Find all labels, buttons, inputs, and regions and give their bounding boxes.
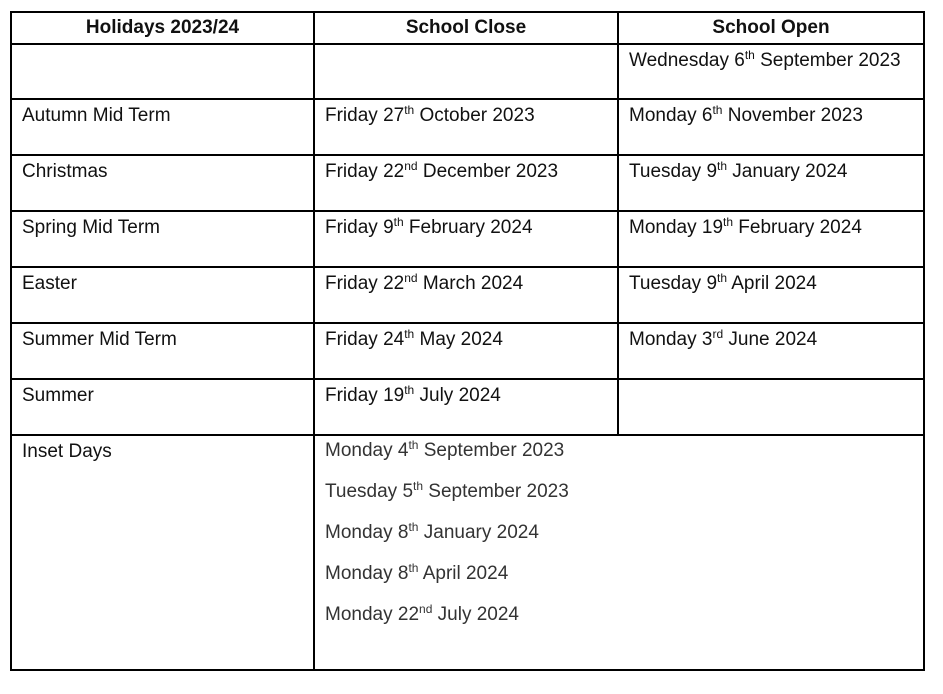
inset-day: Monday 22nd July 2024	[325, 602, 519, 625]
open-cell	[618, 44, 924, 99]
header-school-close: School Close	[314, 12, 618, 44]
table-row	[11, 379, 924, 435]
table-row	[11, 323, 924, 379]
holiday-cell	[11, 44, 314, 99]
close-date: Friday 9th February 2024	[325, 215, 533, 238]
open-cell	[618, 267, 924, 323]
holiday-name: Summer Mid Term	[22, 329, 177, 350]
close-cell	[314, 379, 618, 435]
holiday-cell	[11, 267, 314, 323]
inset-days-label: Inset Days	[22, 441, 112, 462]
open-cell	[618, 379, 924, 435]
holiday-cell	[11, 99, 314, 155]
open-cell	[618, 211, 924, 267]
open-date: Monday 6th November 2023	[629, 103, 863, 126]
header-row	[11, 12, 924, 44]
header-holidays: Holidays 2023/24	[11, 12, 314, 44]
inset-day: Tuesday 5th September 2023	[325, 479, 569, 502]
inset-dates-cell	[314, 435, 924, 670]
inset-days-list	[315, 436, 923, 643]
inset-label-cell	[11, 435, 314, 670]
table-row	[11, 211, 924, 267]
open-cell	[618, 99, 924, 155]
close-cell	[314, 323, 618, 379]
close-date: Friday 22nd December 2023	[325, 159, 559, 182]
inset-day: Monday 4th September 2023	[325, 438, 565, 461]
holiday-name: Easter	[22, 273, 77, 294]
holiday-cell	[11, 211, 314, 267]
holiday-name: Spring Mid Term	[22, 217, 160, 238]
close-date: Friday 19th July 2024	[325, 383, 501, 406]
close-date: Friday 24th May 2024	[325, 327, 503, 350]
holiday-name: Summer	[22, 385, 94, 406]
table-row	[11, 99, 924, 155]
open-date: Tuesday 9th January 2024	[629, 159, 848, 182]
open-date: Monday 19th February 2024	[629, 215, 862, 238]
open-date: Tuesday 9th April 2024	[629, 271, 817, 294]
close-date	[315, 45, 617, 48]
holiday-name: Christmas	[22, 161, 108, 182]
close-date: Friday 22nd March 2024	[325, 271, 524, 294]
close-cell	[314, 99, 618, 155]
close-date: Friday 27th October 2023	[325, 103, 535, 126]
header-school-open: School Open	[618, 12, 924, 44]
open-date: Monday 3rd June 2024	[629, 327, 818, 350]
inset-day: Monday 8th April 2024	[325, 561, 509, 584]
close-cell	[314, 155, 618, 211]
holiday-cell	[11, 379, 314, 435]
close-cell	[314, 211, 618, 267]
holiday-cell	[11, 155, 314, 211]
open-cell	[618, 155, 924, 211]
table-row	[11, 44, 924, 99]
table-row	[11, 155, 924, 211]
holidays-table	[10, 11, 925, 671]
holiday-name: Autumn Mid Term	[22, 105, 171, 126]
inset-day: Monday 8th January 2024	[325, 520, 539, 543]
close-cell	[314, 44, 618, 99]
open-cell	[618, 323, 924, 379]
table-row	[11, 267, 924, 323]
open-date	[619, 380, 923, 383]
holiday-name	[12, 45, 313, 48]
close-cell	[314, 267, 618, 323]
open-date: Wednesday 6th September 2023	[629, 48, 901, 71]
holiday-cell	[11, 323, 314, 379]
inset-days-row	[11, 435, 924, 670]
